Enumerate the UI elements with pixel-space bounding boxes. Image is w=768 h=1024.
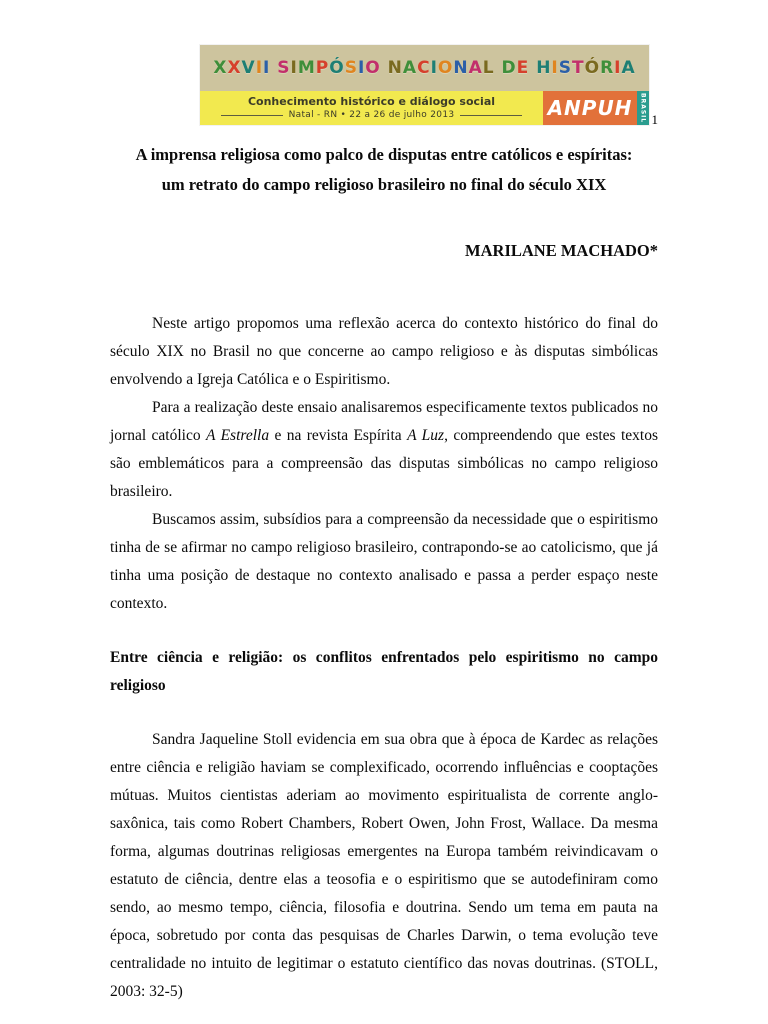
p2-text-3: , compreendendo que estes textos são emblemáticos para a compreensão das disputas simbólicas no campo religioso brasileiro. [110, 427, 659, 500]
page-number: 1 [651, 112, 658, 127]
p2-text-1: Para a realização deste ensaio analisaremos especificamente textos publicados no jornal católico [110, 399, 658, 444]
banner-location-date: Natal - RN • 22 a 26 de julho 2013 [288, 110, 455, 120]
paragraph-1: Neste artigo propomos uma reflexão acerca do contexto histórico do final do século XIX no Brasil no que concerne ao campo religioso e às disputas simbólicas envolvendo a Igreja Católica e o Espiritismo. [110, 315, 658, 388]
section-heading: Entre ciência e religião: os conflitos enfrentados pelo espiritismo no campo religioso [110, 649, 658, 694]
banner-subtitle: Conhecimento histórico e diálogo social [247, 95, 496, 108]
p2-journal-title-a-estrella: A Estrella [206, 427, 270, 444]
anpuh-logo-subtext: BRASIL [637, 91, 649, 125]
anpuh-logo-text: ANPUH [547, 96, 633, 120]
banner-title: XXVII SIMPÓSIO NACIONAL DE HISTÓRIA [213, 58, 636, 78]
p2-journal-title-a-luz: A Luz [407, 427, 445, 444]
paper-content [110, 0, 658, 1006]
paragraph-4: Sandra Jaqueline Stoll evidencia em sua obra que à época de Kardec as relações entre ciência e religião haviam se complexificado, ocorrendo influências e cooptações mútuas. Muitos cientistas aderiam ao movimento espiritualista de corrente anglo-saxônica, tais como Robert Chambers, Robert Owen, John Frost, Wallace. Da mesma forma, algumas doutrinas religiosas emergentes na Europa também reivindicavam o estatuto de ciência, dentre elas a teosofia e o espiritismo que se autodefiniram como sendo, ao mesmo tempo, ciência, filosofia e doutrina. Sendo um tema em pauta na época, sobretudo por conta das pesquisas de Charles Darwin, o tema evolução teve centralidade no intuito de legitimar o estatuto científico das novas doutrinas. (STOLL, 2003: 32-5) [110, 731, 658, 1000]
p2-text-2: e na revista Espírita [269, 427, 408, 444]
paragraph-3: Buscamos assim, subsídios para a compreensão da necessidade que o espiritismo tinha de se afirmar no campo religioso brasileiro, contrapondo-se ao catolicismo, que já tinha uma posição de destaque no contexto analisado e passa a perder espaço neste contexto. [110, 511, 658, 612]
author-name: MARILANE MACHADO* [465, 241, 658, 260]
paragraph-2 [110, 394, 658, 506]
title-line-1: A imprensa religiosa como palco de disputas entre católicos e espíritas: [135, 145, 633, 164]
title-line-2: um retrato do campo religioso brasileiro no final do século XIX [161, 175, 607, 194]
paper-title [110, 140, 658, 200]
